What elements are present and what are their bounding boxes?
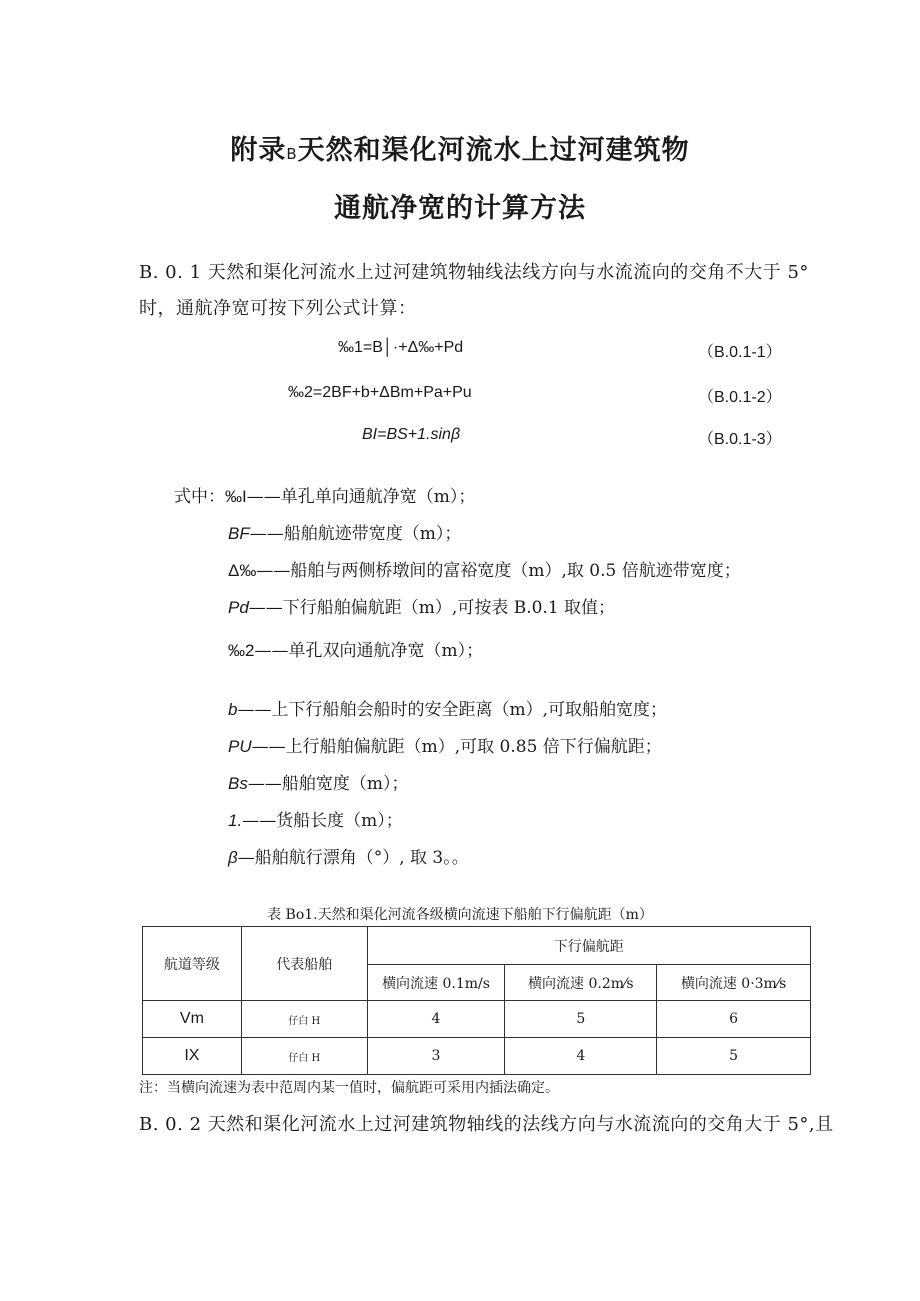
definition-symbol: Δ‰ — [228, 561, 257, 580]
row-ship: 仔白 H — [241, 1038, 367, 1075]
row-value: 5 — [657, 1038, 811, 1075]
definitions-lead: 式中： — [174, 487, 225, 507]
definition-symbol: ‰I — [225, 487, 247, 506]
definition-text: ——下行船舶偏航距（m）,可按表 B.0.1 取值； — [248, 598, 616, 618]
section-b01-line2: 时，通航净宽可按下列公式计算： — [139, 298, 417, 319]
definition-text: ——单孔单向通航净宽（m）； — [246, 487, 476, 507]
definition-text: ——货船长度（m）； — [242, 811, 403, 831]
definition-symbol: BF — [228, 524, 250, 543]
section-b01-line1: B. 0. 1 天然和渠化河流水上过河建筑物轴线法线方向与水流流向的交角不大于 5° — [139, 262, 809, 283]
definition-text: ——船舶宽度（m）； — [247, 774, 409, 794]
definition-symbol: Bs — [228, 774, 248, 793]
table-caption: 表 Bo1.天然和渠化河流各级横向流速下船舶下行偏航距（m） — [267, 907, 653, 923]
appendix-title-rest: 天然和渠化河流水上过河建筑物 — [297, 135, 690, 166]
definition-item — [228, 843, 469, 868]
definition-symbol: β — [228, 848, 238, 867]
definition-text: ——船舶与两侧桥墩间的富裕宽度（m）,取 0.5 倍航迹带宽度； — [256, 561, 741, 581]
row-grade: IX — [143, 1038, 242, 1075]
header-speed-3: 横向流速 0·3m⁄s — [657, 965, 811, 1001]
section-b02-line1: B. 0. 2 天然和渠化河流水上过河建筑物轴线的法线方向与水流流向的交角大于 5°,且 — [139, 1114, 834, 1135]
definition-symbol: ‰2 — [228, 641, 255, 660]
row-value: 6 — [657, 1001, 811, 1038]
definition-item — [174, 482, 475, 507]
definition-text: —船舶航行漂角（°）, 取 3。。 — [237, 848, 469, 868]
definition-item — [228, 806, 403, 831]
table-header-row — [143, 927, 811, 965]
formula-b012: ‰2=2BF+b+ΔBm+Pa+Pu — [288, 384, 472, 401]
appendix-title-line1 — [0, 128, 920, 167]
definition-item — [228, 593, 615, 618]
row-value: 5 — [505, 1001, 657, 1038]
header-ship: 代表船舶 — [241, 927, 367, 1001]
header-grade: 航道等级 — [143, 927, 242, 1001]
definition-symbol: b — [228, 700, 238, 719]
definition-item — [228, 556, 741, 581]
table-row — [143, 1038, 811, 1075]
row-value: 4 — [505, 1038, 657, 1075]
appendix-title-line2: 通航净宽的计算方法 — [334, 193, 586, 224]
formula-b011-label: （B.0.1-1） — [698, 344, 782, 361]
definition-item — [228, 769, 408, 794]
definition-item — [228, 519, 461, 544]
definition-text: ——上下行船舶会船时的安全距离（m）,可取船舶宽度； — [237, 700, 667, 720]
definition-text: ——单孔双向通航净宽（m）； — [254, 641, 484, 661]
deviation-table — [142, 926, 811, 1075]
header-speed-1: 横向流速 0.1m/s — [367, 965, 505, 1001]
appendix-title-prefix: 附录 — [230, 135, 287, 166]
table-row — [143, 1001, 811, 1038]
row-ship: 仔白 H — [241, 1001, 367, 1038]
formula-b013: BI=BS+1.sinβ — [362, 426, 461, 443]
definition-item — [228, 732, 662, 757]
definition-item — [228, 695, 667, 720]
definition-symbol: PU — [228, 737, 252, 756]
row-value: 4 — [367, 1001, 505, 1038]
definition-item — [228, 636, 483, 661]
row-value: 3 — [367, 1038, 505, 1075]
header-speed-2: 横向流速 0.2m⁄s — [505, 965, 657, 1001]
definition-text: ——船舶航迹带宽度（m）； — [249, 524, 462, 544]
formula-b011: ‰1=B│·+Δ‰+Pd — [338, 339, 464, 356]
formula-b013-label: （B.0.1-3） — [698, 431, 782, 448]
definition-symbol: 1. — [228, 811, 243, 830]
table-note: 注：当横向流速为表中范周内某一值时，偏航距可采用内插法确定。 — [139, 1080, 559, 1096]
definition-text: ——上行船舶偏航距（m）,可取 0.85 倍下行偏航距； — [251, 737, 662, 757]
definition-symbol: Pd — [228, 598, 249, 617]
formula-b012-label: （B.0.1-2） — [698, 389, 782, 406]
header-group: 下行偏航距 — [367, 927, 810, 965]
row-grade: Vm — [143, 1001, 242, 1038]
appendix-letter: B — [286, 145, 298, 163]
